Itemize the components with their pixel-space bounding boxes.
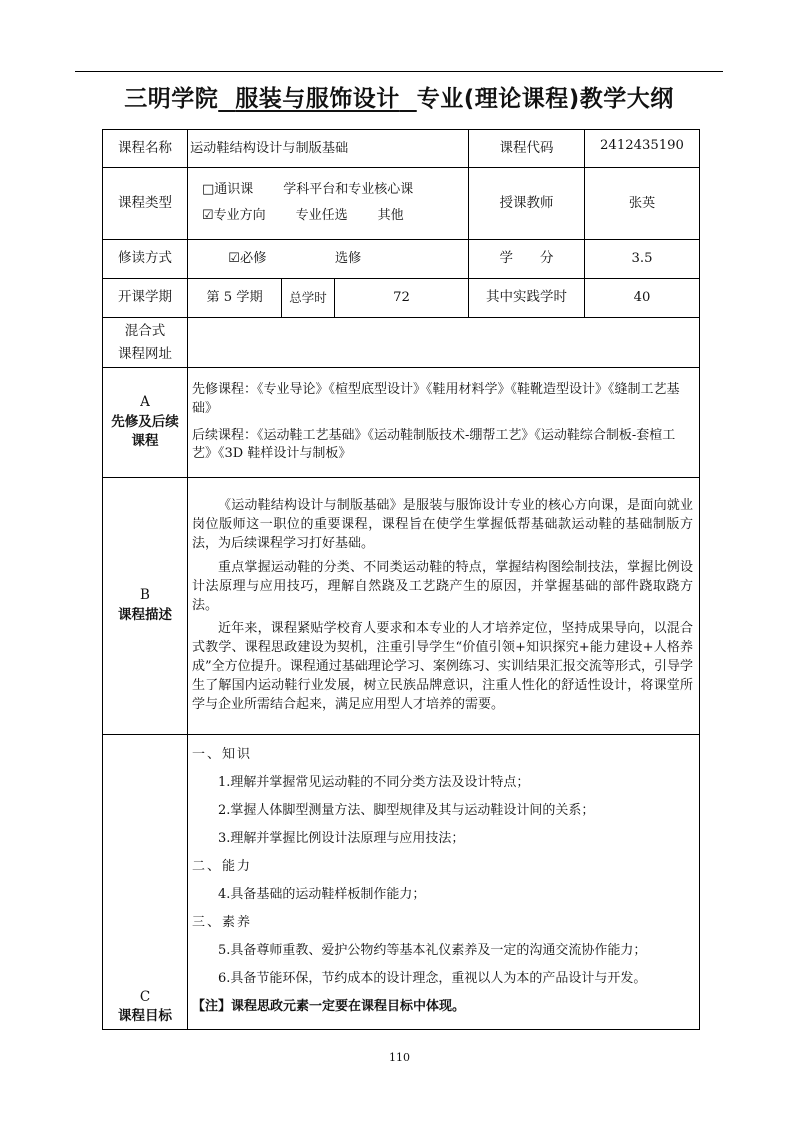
section-a-title-1: 先修及后续	[111, 413, 179, 430]
row-course-type	[103, 168, 700, 240]
mode-required[interactable]: ☑必修	[228, 251, 267, 267]
description-paragraph-2: 重点掌握运动鞋的分类、不同类运动鞋的特点，掌握结构图绘制技法，掌握比例设计法原理与应用技巧，理解自然跷及工艺跷产生的原因，并掌握基础的部件跷取跷方法。	[192, 559, 693, 613]
type-option-elective[interactable]: 专业任选	[295, 208, 348, 224]
goal-heading-ability: 二、能力	[192, 859, 253, 874]
semester-value: 第 5 学期	[188, 279, 282, 318]
type-option-general[interactable]: □通识课	[202, 182, 254, 198]
course-code-value: 2412435190	[585, 130, 700, 168]
row-study-mode	[103, 240, 700, 279]
goal-item-6: 6.具备节能环保，节约成本的设计理念，重视以人为本的产品设计与开发。	[218, 971, 647, 986]
section-a-letter: A	[140, 394, 150, 411]
section-c-content	[188, 735, 700, 1030]
blended-label	[103, 318, 188, 368]
row-blended	[103, 318, 700, 368]
course-type-options	[188, 168, 469, 240]
credit-label: 学 分	[469, 240, 585, 279]
goal-item-4: 4.具备基础的运动鞋样板制作能力；	[218, 887, 426, 902]
teacher-label: 授课教师	[469, 168, 585, 240]
major-name	[218, 86, 417, 112]
goal-heading-knowledge: 一、知识	[192, 747, 253, 762]
credit-value: 3.5	[585, 240, 700, 279]
teacher-value: 张英	[585, 168, 700, 240]
page-number: 110	[389, 1051, 410, 1064]
top-rule	[75, 71, 723, 72]
section-b-content	[188, 478, 700, 735]
goal-note: 【注】课程思政元素一定要在课程目标中体现。	[192, 999, 466, 1014]
section-b-letter: B	[140, 587, 150, 604]
course-code-label: 课程代码	[469, 130, 585, 168]
course-name-label: 课程名称	[103, 130, 188, 168]
blended-url-value[interactable]	[188, 318, 700, 368]
section-c-title: 课程目标	[118, 1008, 172, 1025]
section-c-label	[103, 735, 188, 1030]
section-a-title-2: 课程	[131, 433, 159, 450]
row-section-b	[103, 478, 700, 735]
mode-elective[interactable]: 选修	[334, 251, 362, 267]
prerequisite-courses: 先修课程：《专业导论》《楦型底型设计》《鞋用材料学》《鞋靴造型设计》《缝制工艺基础》	[192, 381, 680, 416]
practice-hours-value: 40	[585, 279, 700, 318]
school-name: 三明学院	[124, 86, 219, 112]
blended-label-line1: 混合式	[124, 322, 166, 339]
type-option-core[interactable]: 学科平台和专业核心课	[283, 182, 414, 198]
major-name-text: 服装与服饰设计	[235, 86, 400, 112]
semester-label: 开课学期	[103, 279, 188, 318]
section-b-label	[103, 478, 188, 735]
title-suffix: 专业(理论课程)教学大纲	[416, 86, 674, 112]
section-b-title: 课程描述	[118, 607, 172, 623]
section-c-letter: C	[139, 988, 151, 1005]
page-title	[75, 80, 723, 118]
study-mode-options	[188, 240, 469, 279]
goal-heading-literacy: 三、素养	[192, 915, 253, 930]
row-section-a	[103, 368, 700, 478]
course-type-label: 课程类型	[103, 168, 188, 240]
row-section-c	[103, 735, 700, 1030]
practice-hours-label: 其中实践学时	[469, 279, 585, 318]
syllabus-table	[102, 129, 700, 1030]
type-option-other[interactable]: 其他	[377, 208, 404, 224]
row-course-name	[103, 130, 700, 168]
goal-item-5: 5.具备尊师重教、爱护公物约等基本礼仪素养及一定的沟通交流协作能力；	[218, 943, 647, 958]
section-a-content	[188, 368, 700, 478]
description-paragraph-1: 《运动鞋结构设计与制版基础》是服装与服饰设计专业的核心方向课，是面向就业岗位版师这一职位的重要课程，课程旨在使学生掌握低帮基础款运动鞋的基础制版方法，为后续课程学习打好基础。	[192, 498, 693, 552]
blended-label-line2: 课程网址	[118, 345, 172, 362]
goal-item-2: 2.掌握人体脚型测量方法、脚型规律及其与运动鞋设计间的关系；	[218, 803, 595, 818]
total-hours-value: 72	[335, 279, 469, 318]
course-name-value: 运动鞋结构设计与制版基础	[188, 130, 469, 168]
type-option-direction[interactable]: ☑专业方向	[202, 208, 266, 224]
study-mode-label: 修读方式	[103, 240, 188, 279]
followup-courses: 后续课程：《运动鞋工艺基础》《运动鞋制版技术-绷帮工艺》《运动鞋综合制板-套楦工艺》《3D 鞋样设计与制板》	[192, 427, 676, 462]
goal-item-1: 1.理解并掌握常见运动鞋的不同分类方法及设计特点；	[218, 775, 530, 790]
section-a-label	[103, 368, 188, 478]
goal-item-3: 3.理解并掌握比例设计法原理与应用技法；	[218, 831, 465, 846]
row-semester	[103, 279, 700, 318]
total-hours-label: 总学时	[282, 279, 335, 318]
description-paragraph-3: 近年来，课程紧贴学校育人要求和本专业的人才培养定位，坚持成果导向，以混合式教学、课程思政建设为契机，注重引导学生“价值引领+知识探究+能力建设+人格养成”全方位提升。课程通过基础理论学习、案例练习、实训结果汇报交流等形式，引导学生了解国内运动鞋行业发展，树立民族品牌意识，注重人性化的舒适性设计，将课堂所学与企业所需结合起来，满足应用型人才培养的需要。	[192, 621, 693, 712]
